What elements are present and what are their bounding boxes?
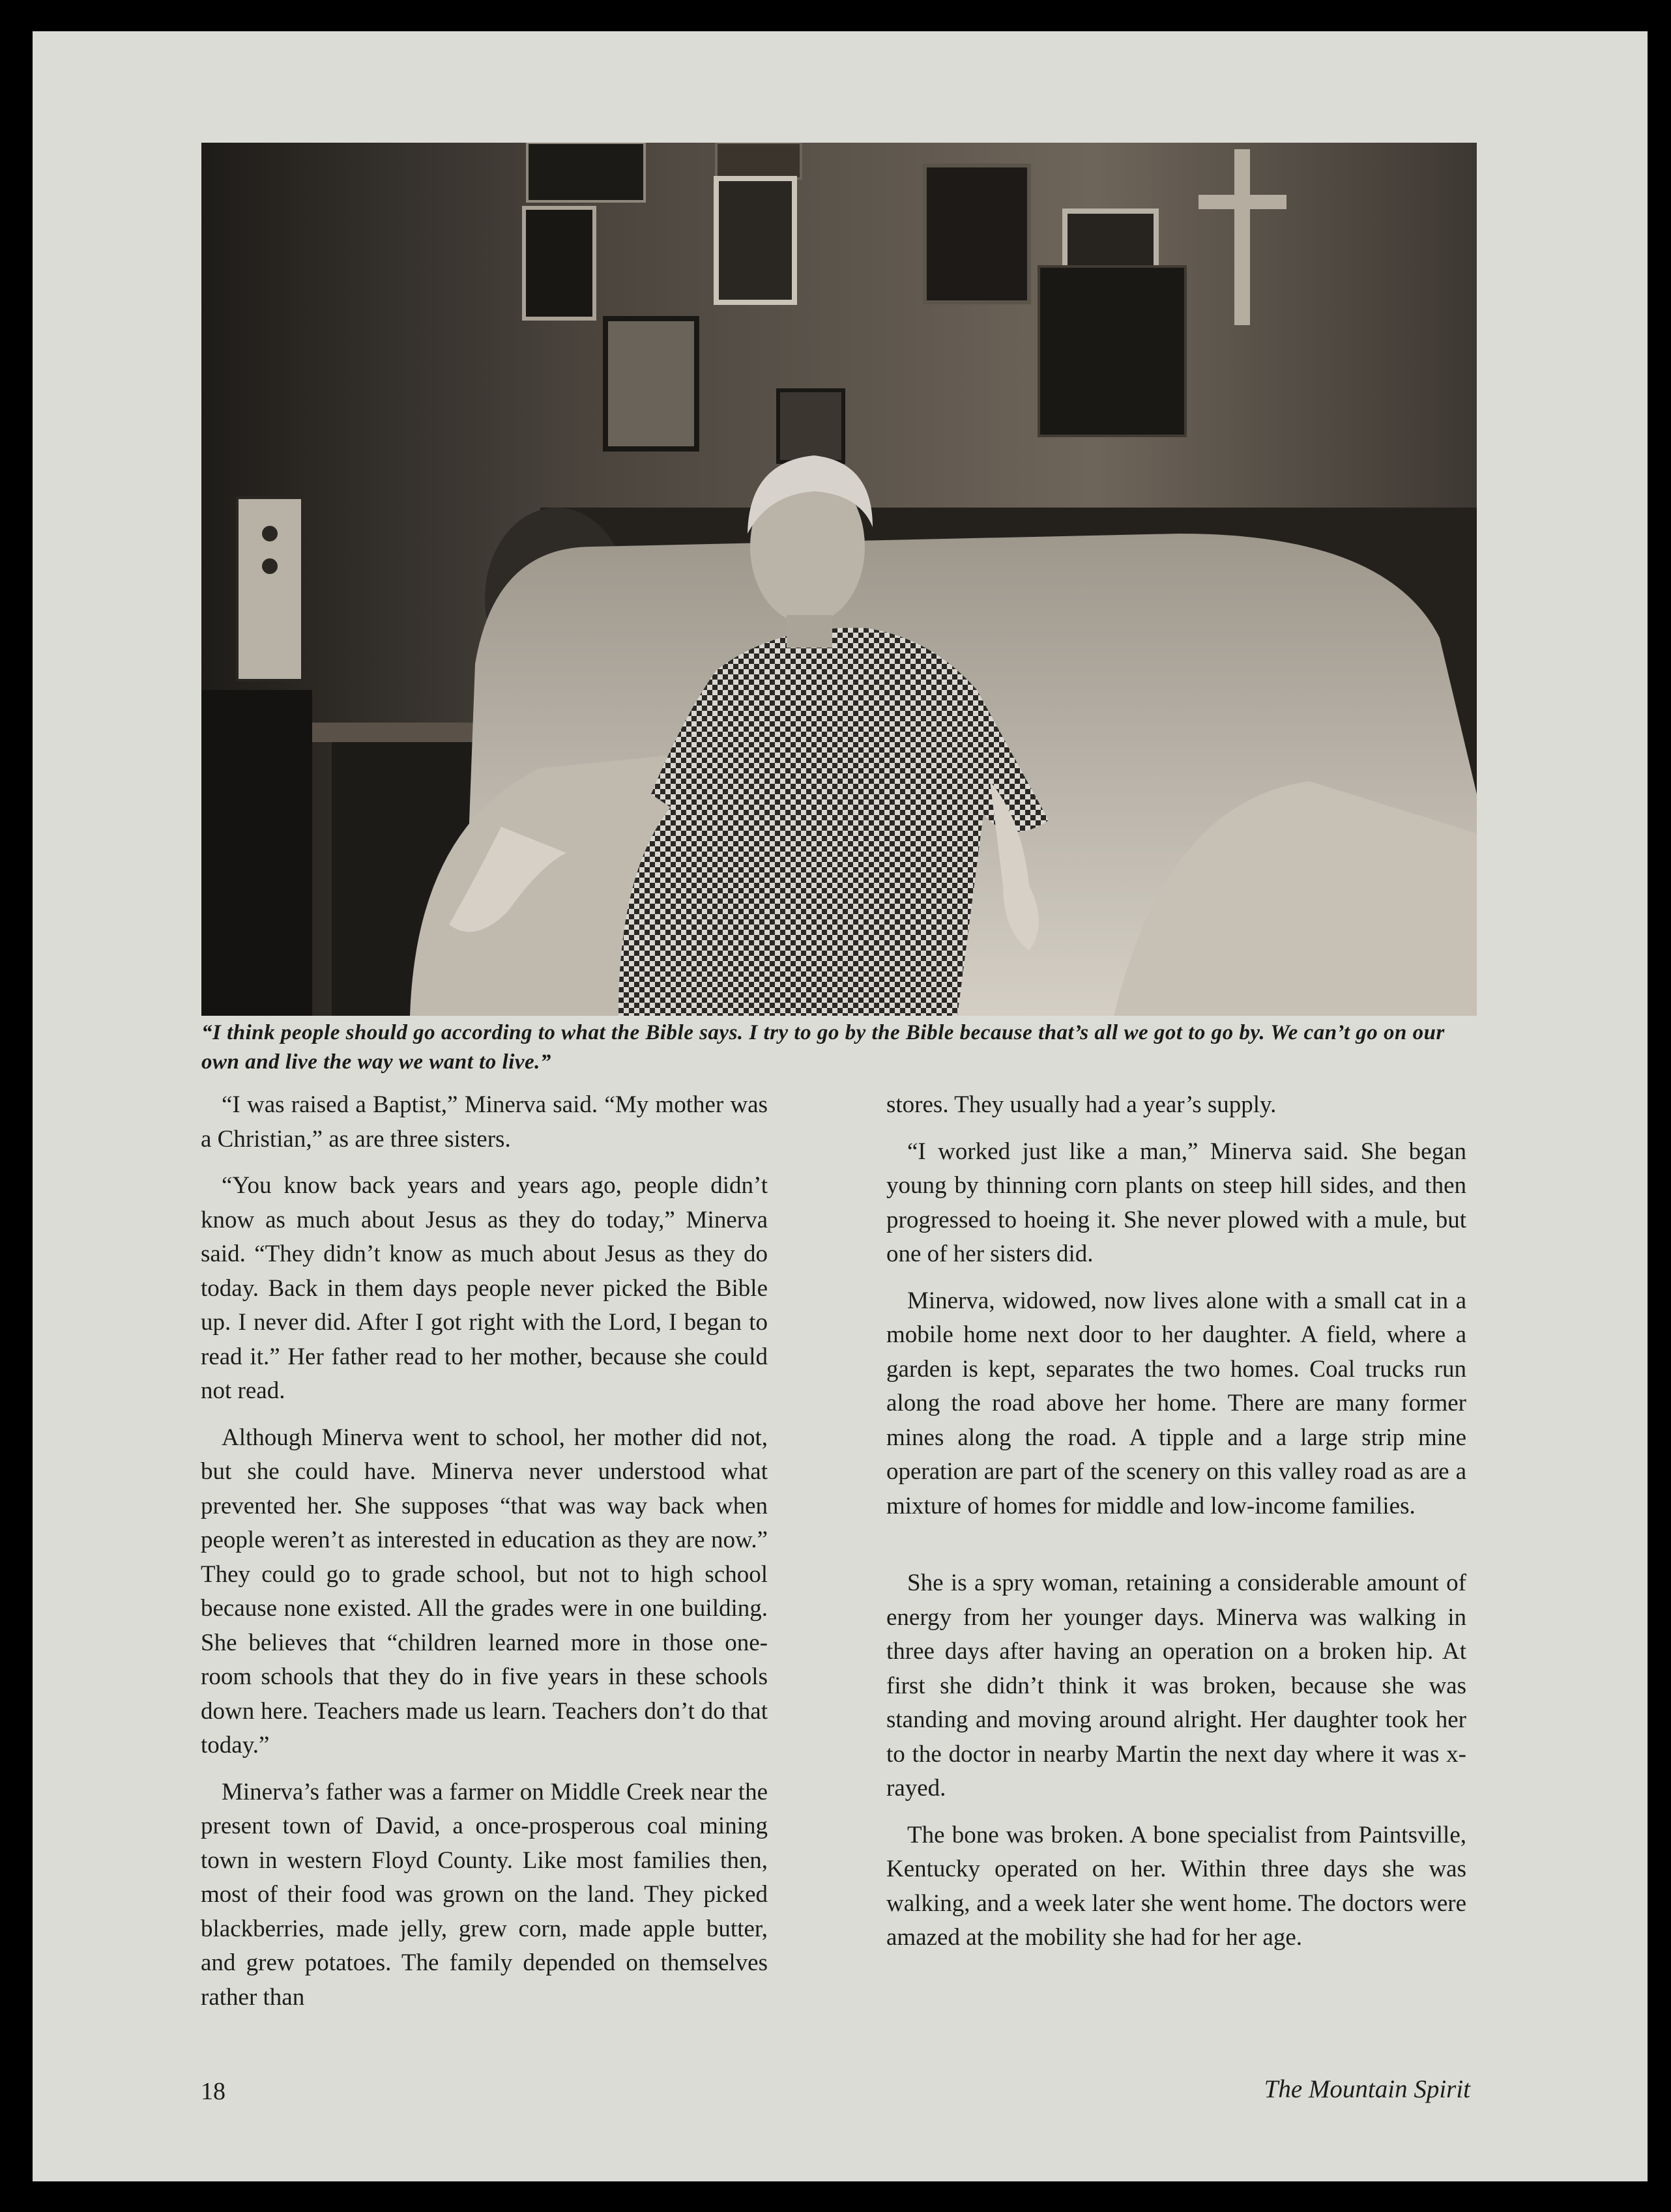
article-paragraph: “I worked just like a man,” Minerva said. She began young by thinning corn plants on steep hill sides, and then progressed to hoeing it. She never plowed with a mule, but one of her sisters did. — [886, 1138, 1466, 1267]
portrait-photograph — [201, 143, 1477, 1016]
photo-caption: “I think people should go according to what the Bible says. I try to go by the Bible because that’s all we got to go by. We can’t go on our own and live the way we want to live.” — [201, 1021, 1445, 1074]
article-column-left — [201, 1088, 768, 2027]
article-paragraph: She is a spry woman, retaining a considerable amount of energy from her younger days. Minerva was walking in three days after having an operation on a broken hip. At first she didn’t think it was broken, because she was standing and moving around alright. Her daughter took her to the doctor in nearby Martin the next day where it was x-rayed. — [886, 1570, 1466, 1802]
article-paragraph: Minerva, widowed, now lives alone with a small cat in a mobile home next door to her daughter. A field, where a garden is kept, separates the two homes. Coal trucks run along the road above her home. There are many former mines along the road. A tipple and a large strip mine operation are part of the scenery on this valley road as are a mixture of homes for middle and low-income families. — [886, 1287, 1466, 1519]
photo-illustration — [201, 143, 1477, 1016]
article-paragraph: Although Minerva went to school, her mother did not, but she could have. Minerva never understood what prevented her. She supposes “that was way back when people weren’t as interested in education as they are now.” They could go to grade school, but not to high school because none existed. All the grades were in one building. She believes that “children learned more in those one-room schools that they do in five years in these schools down here. Teachers made us learn. Teachers don’t do that today.” — [201, 1424, 768, 1759]
article-paragraph: The bone was broken. A bone specialist from Paintsville, Kentucky operated on her. Within three days she was walking, and a week later she went home. The doctors were amazed at the mobility she had for her age. — [886, 1821, 1466, 1951]
article-paragraph: stores. They usually had a year’s supply. — [886, 1091, 1277, 1118]
page-number: 18 — [201, 2078, 225, 2105]
magazine-title: The Mountain Spirit — [1264, 2075, 1470, 2103]
article-column-right — [886, 1088, 1466, 1968]
magazine-page — [33, 31, 1648, 2181]
article-paragraph: Minerva’s father was a farmer on Middle Creek near the present town of David, a once-prosperous coal mining town in western Floyd County. Like most families then, most of their food was grown on the land. They picked blackberries, made jelly, grew corn, made apple butter, and grew potatoes. The family depended on themselves rather than — [201, 1778, 768, 2011]
article-paragraph: “I was raised a Baptist,” Minerva said. “My mother was a Christian,” as are three sisters. — [201, 1091, 768, 1153]
article-paragraph: “You know back years and years ago, people didn’t know as much about Jesus as they do today,” Minerva said. “They didn’t know as much about Jesus as they do today. Back in them days people never picked the Bible up. I never did. After I got right with the Lord, I began to read it.” Her father read to her mother, because she could not read. — [201, 1172, 768, 1404]
